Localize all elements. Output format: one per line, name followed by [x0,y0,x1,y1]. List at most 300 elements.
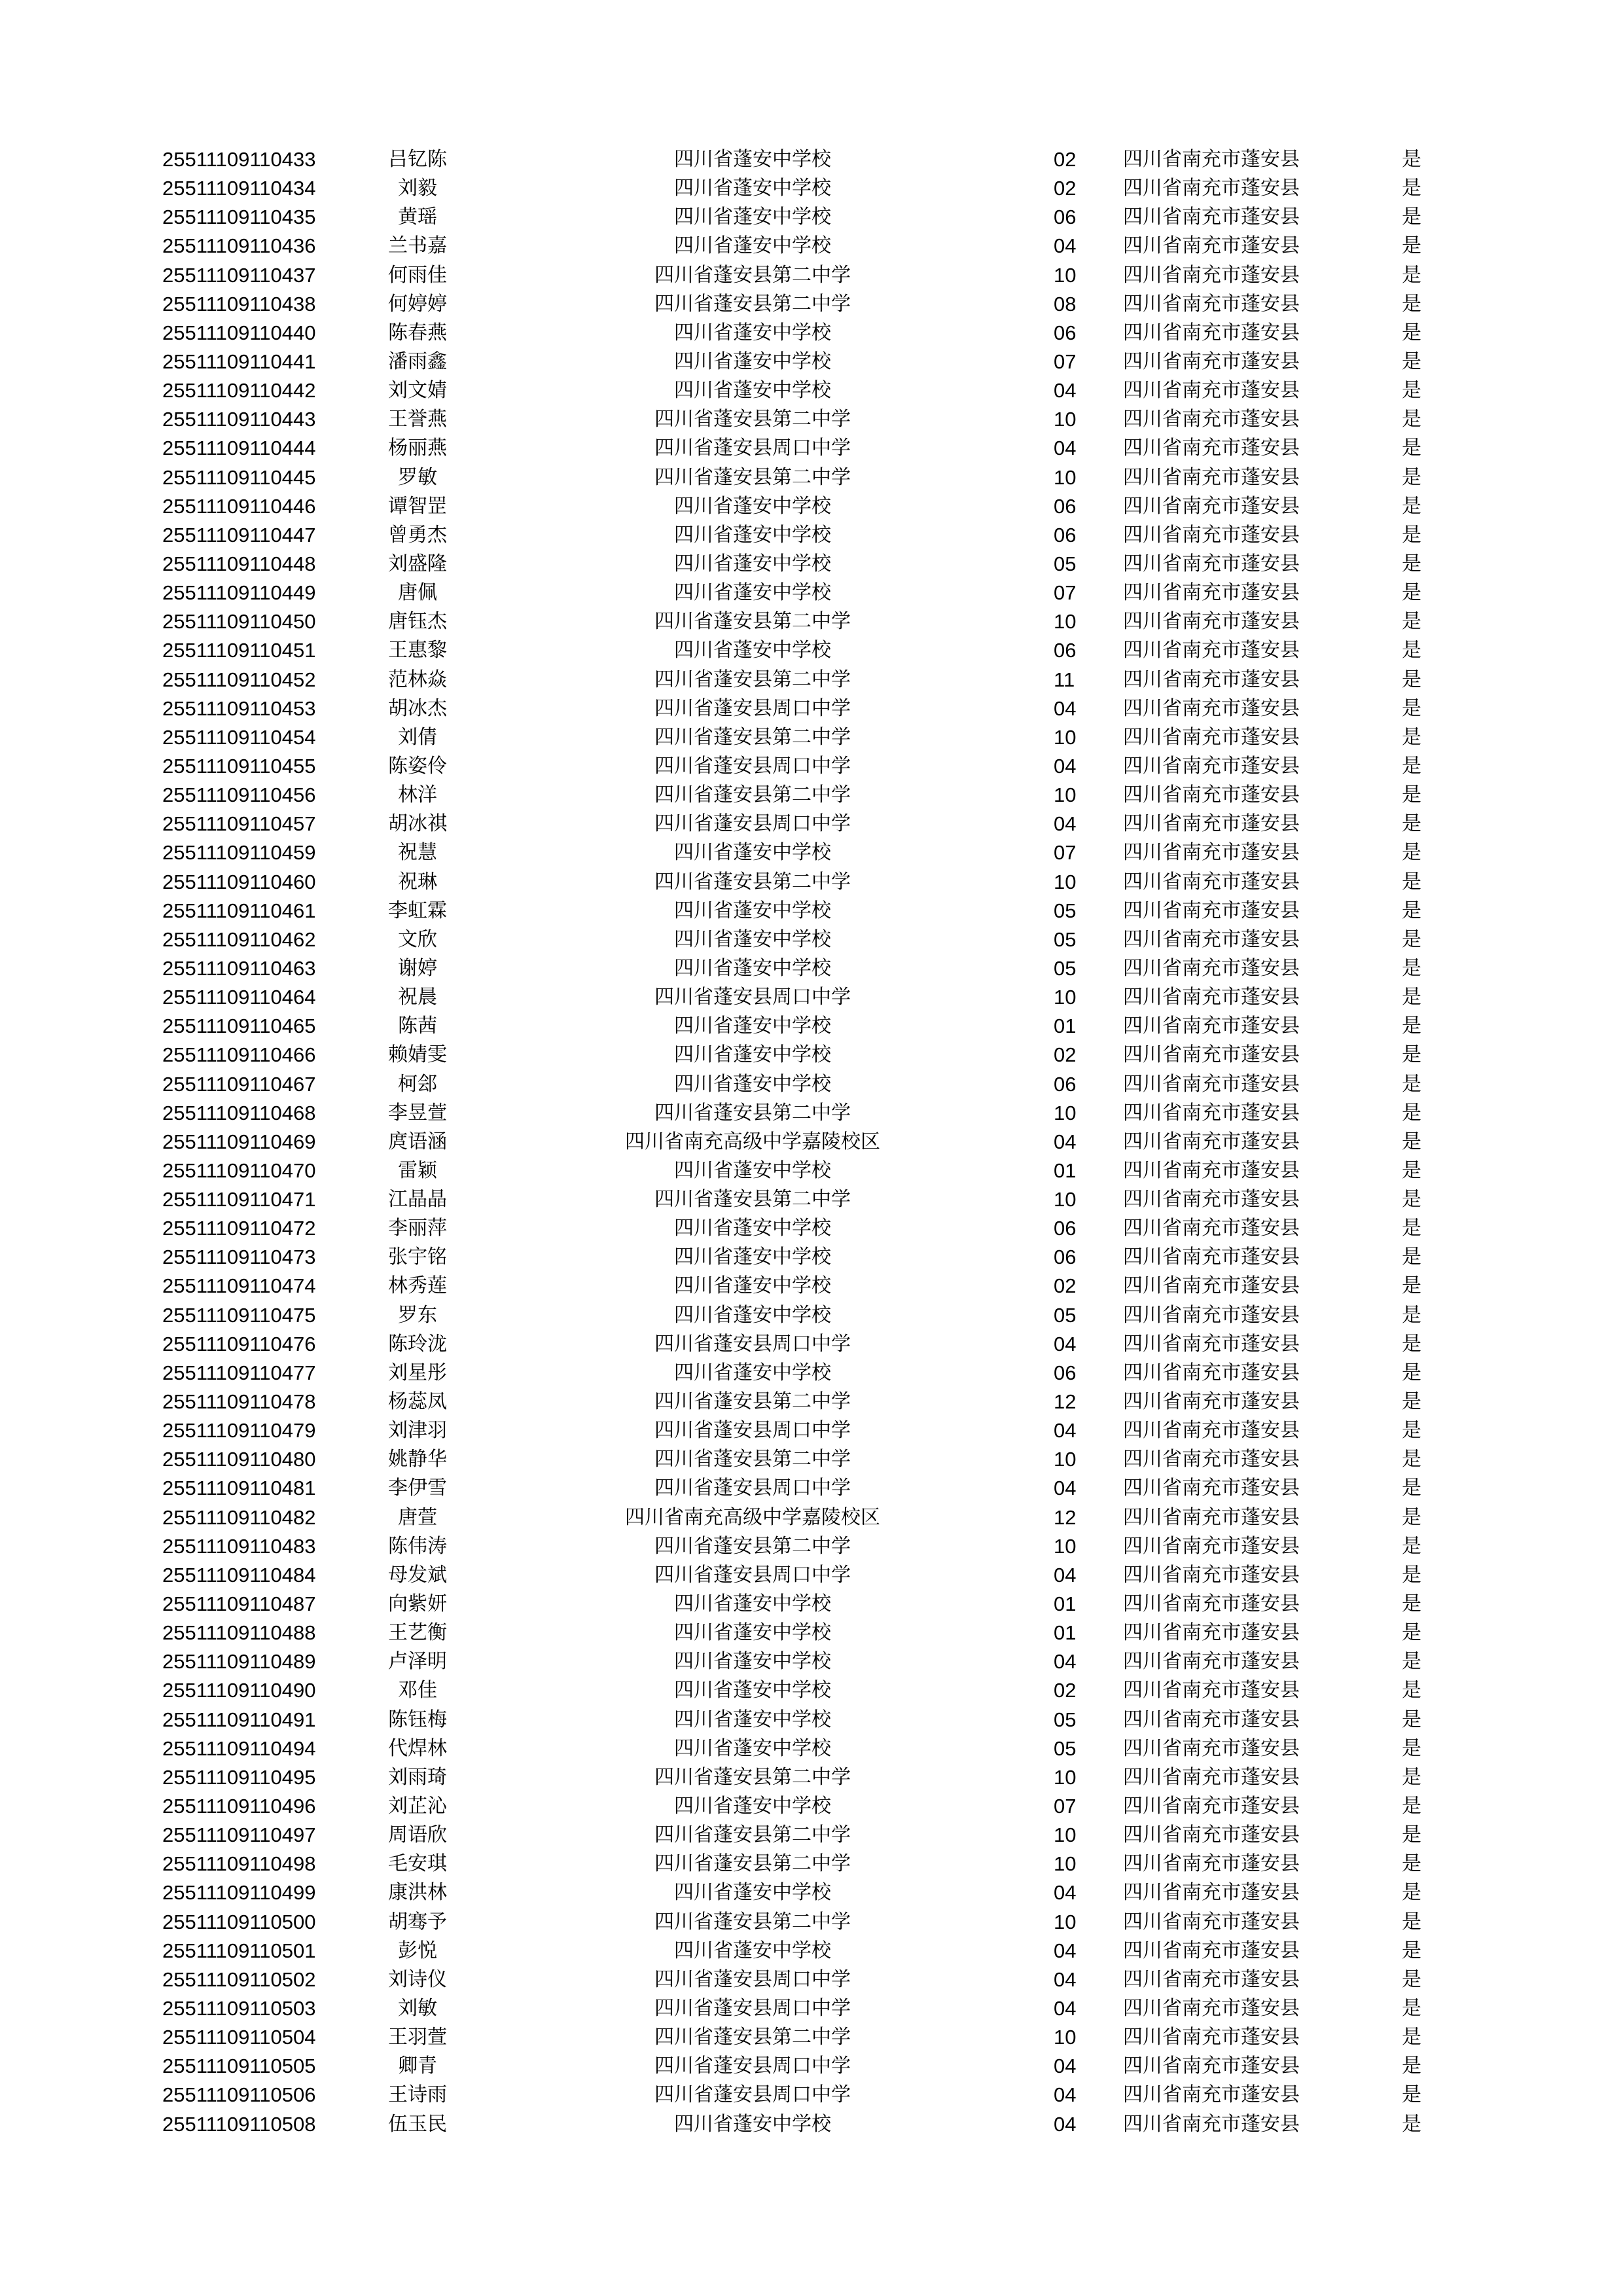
candidate-id: 25511109110471 [162,1188,316,1211]
student-name: 林秀莲 [388,1274,447,1298]
candidate-id: 25511109110481 [162,1477,316,1500]
household-region: 四川省南充市蓬安县 [1123,581,1300,605]
household-region: 四川省南充市蓬安县 [1123,610,1300,634]
candidate-id: 25511109110479 [162,1419,316,1443]
candidate-id: 25511109110488 [162,1621,316,1645]
eligibility-flag: 是 [1402,2112,1421,2136]
household-region: 四川省南充市蓬安县 [1123,1072,1300,1096]
school-name: 四川省蓬安中学校 [674,1621,831,1645]
eligibility-flag: 是 [1402,610,1421,634]
household-region: 四川省南充市蓬安县 [1123,1795,1300,1818]
eligibility-flag: 是 [1402,1014,1421,1038]
eligibility-flag: 是 [1402,2054,1421,2078]
household-region: 四川省南充市蓬安县 [1123,899,1300,922]
eligibility-flag: 是 [1402,927,1421,951]
school-name: 四川省蓬安中学校 [674,234,831,258]
school-name: 四川省蓬安县第二中学 [654,1852,851,1876]
student-name: 兰书嘉 [388,234,447,258]
school-name: 四川省蓬安县第二中学 [654,1448,851,1471]
student-name: 杨丽燕 [388,437,447,460]
category-code: 02 [1054,177,1077,200]
student-name: 刘诗仪 [388,1967,447,1991]
household-region: 四川省南充市蓬安县 [1123,1477,1300,1500]
school-name: 四川省蓬安中学校 [674,1303,831,1327]
table-row [0,897,1623,925]
table-row [0,1099,1623,1128]
household-region: 四川省南充市蓬安县 [1123,1534,1300,1558]
category-code: 06 [1054,1246,1077,1269]
household-region: 四川省南充市蓬安县 [1123,1852,1300,1876]
eligibility-flag: 是 [1402,523,1421,547]
school-name: 四川省蓬安县周口中学 [654,696,851,720]
category-code: 04 [1054,696,1077,720]
table-row [0,1185,1623,1214]
household-region: 四川省南充市蓬安县 [1123,1563,1300,1587]
candidate-id: 25511109110483 [162,1534,316,1558]
candidate-id: 25511109110478 [162,1390,316,1414]
category-code: 06 [1054,639,1077,662]
category-code: 05 [1054,552,1077,575]
category-code: 05 [1054,1708,1077,1731]
school-name: 四川省蓬安中学校 [674,1881,831,1905]
table-row [0,1301,1623,1330]
eligibility-flag: 是 [1402,1072,1421,1096]
table-row [0,2023,1623,2052]
household-region: 四川省南充市蓬安县 [1123,927,1300,951]
table-row [0,348,1623,376]
eligibility-flag: 是 [1402,1650,1421,1674]
category-code: 04 [1054,1967,1077,1991]
table-row [0,550,1623,579]
table-row [0,1330,1623,1359]
category-code: 10 [1054,1534,1077,1558]
category-code: 04 [1054,1939,1077,1962]
household-region: 四川省南充市蓬安县 [1123,2112,1300,2136]
category-code: 06 [1054,1217,1077,1240]
student-name: 罗东 [398,1303,437,1327]
candidate-id: 25511109110498 [162,1852,316,1876]
household-region: 四川省南充市蓬安县 [1123,986,1300,1009]
eligibility-flag: 是 [1402,2083,1421,2107]
category-code: 07 [1054,581,1077,605]
household-region: 四川省南充市蓬安县 [1123,1650,1300,1674]
eligibility-flag: 是 [1402,148,1421,171]
category-code: 05 [1054,927,1077,951]
category-code: 06 [1054,206,1077,229]
household-region: 四川省南充市蓬安县 [1123,234,1300,258]
student-name: 谭智罡 [388,494,447,518]
household-region: 四川省南充市蓬安县 [1123,552,1300,575]
candidate-id: 25511109110451 [162,639,316,662]
student-name: 母发斌 [388,1563,447,1587]
category-code: 10 [1054,725,1077,749]
household-region: 四川省南充市蓬安县 [1123,408,1300,431]
eligibility-flag: 是 [1402,1274,1421,1298]
eligibility-flag: 是 [1402,754,1421,778]
school-name: 四川省蓬安中学校 [674,581,831,605]
category-code: 10 [1054,610,1077,634]
candidate-id: 25511109110474 [162,1274,316,1298]
household-region: 四川省南充市蓬安县 [1123,523,1300,547]
household-region: 四川省南充市蓬安县 [1123,379,1300,403]
school-name: 四川省蓬安县周口中学 [654,1419,851,1443]
candidate-id: 25511109110440 [162,321,316,344]
table-row [0,1994,1623,2023]
school-name: 四川省蓬安中学校 [674,1217,831,1240]
eligibility-flag: 是 [1402,552,1421,575]
category-code: 04 [1054,1563,1077,1587]
eligibility-flag: 是 [1402,465,1421,489]
household-region: 四川省南充市蓬安县 [1123,465,1300,489]
eligibility-flag: 是 [1402,1765,1421,1789]
eligibility-flag: 是 [1402,350,1421,373]
student-name: 林洋 [398,783,437,807]
category-code: 04 [1054,1477,1077,1500]
school-name: 四川省蓬安中学校 [674,1072,831,1096]
eligibility-flag: 是 [1402,177,1421,200]
category-code: 04 [1054,1997,1077,2020]
candidate-id: 25511109110446 [162,494,316,518]
school-name: 四川省蓬安中学校 [674,639,831,662]
candidate-id: 25511109110464 [162,986,316,1009]
category-code: 07 [1054,350,1077,373]
category-code: 06 [1054,494,1077,518]
table-row [0,1272,1623,1300]
household-region: 四川省南充市蓬安县 [1123,812,1300,836]
category-code: 10 [1054,1448,1077,1471]
household-region: 四川省南充市蓬安县 [1123,1592,1300,1616]
candidate-id: 25511109110449 [162,581,316,605]
candidate-id: 25511109110453 [162,696,316,720]
table-row [0,925,1623,954]
eligibility-flag: 是 [1402,812,1421,836]
household-region: 四川省南充市蓬安县 [1123,1101,1300,1124]
category-code: 01 [1054,1592,1077,1616]
student-name: 李昱萱 [388,1101,447,1124]
household-region: 四川省南充市蓬安县 [1123,1217,1300,1240]
table-row [0,1128,1623,1157]
category-code: 04 [1054,2083,1077,2107]
household-region: 四川省南充市蓬安县 [1123,639,1300,662]
student-name: 李伊雪 [388,1477,447,1500]
household-region: 四川省南充市蓬安县 [1123,1910,1300,1933]
student-name: 张宇铭 [388,1246,447,1269]
student-name: 柯郐 [398,1072,437,1096]
candidate-id: 25511109110487 [162,1592,316,1616]
student-name: 潘雨鑫 [388,350,447,373]
student-name: 祝琳 [398,870,437,893]
category-code: 10 [1054,870,1077,893]
candidate-id: 25511109110437 [162,263,316,287]
eligibility-flag: 是 [1402,1967,1421,1991]
candidate-id: 25511109110506 [162,2083,316,2107]
household-region: 四川省南充市蓬安县 [1123,1997,1300,2020]
student-name: 陈春燕 [388,321,447,344]
table-row [0,203,1623,232]
eligibility-flag: 是 [1402,408,1421,431]
category-code: 05 [1054,1303,1077,1327]
student-name: 刘雨琦 [388,1765,447,1789]
eligibility-flag: 是 [1402,1621,1421,1645]
category-code: 10 [1054,465,1077,489]
eligibility-flag: 是 [1402,1448,1421,1471]
eligibility-flag: 是 [1402,1043,1421,1067]
category-code: 10 [1054,1910,1077,1933]
household-region: 四川省南充市蓬安县 [1123,1188,1300,1211]
household-region: 四川省南充市蓬安县 [1123,1014,1300,1038]
candidate-id: 25511109110443 [162,408,316,431]
school-name: 四川省蓬安中学校 [674,2112,831,2136]
household-region: 四川省南充市蓬安县 [1123,1967,1300,1991]
candidate-id: 25511109110494 [162,1736,316,1760]
eligibility-flag: 是 [1402,1939,1421,1962]
school-name: 四川省蓬安中学校 [674,927,831,951]
household-region: 四川省南充市蓬安县 [1123,206,1300,229]
table-row [0,1676,1623,1705]
table-row [0,1041,1623,1069]
candidate-id: 25511109110472 [162,1217,316,1240]
candidate-id: 25511109110469 [162,1130,316,1153]
category-code: 10 [1054,263,1077,287]
eligibility-flag: 是 [1402,1188,1421,1211]
student-name: 卿青 [398,2054,437,2078]
eligibility-flag: 是 [1402,2026,1421,2049]
household-region: 四川省南充市蓬安县 [1123,1043,1300,1067]
candidate-id: 25511109110477 [162,1361,316,1384]
candidate-id: 25511109110454 [162,725,316,749]
category-code: 02 [1054,1043,1077,1067]
household-region: 四川省南充市蓬安县 [1123,177,1300,200]
eligibility-flag: 是 [1402,1419,1421,1443]
student-name: 陈伟涛 [388,1534,447,1558]
candidate-id: 25511109110491 [162,1708,316,1731]
category-code: 04 [1054,754,1077,778]
candidate-id: 25511109110444 [162,437,316,460]
candidate-id: 25511109110447 [162,523,316,547]
candidate-id: 25511109110475 [162,1303,316,1327]
candidate-id: 25511109110467 [162,1072,316,1096]
category-code: 04 [1054,2054,1077,2078]
category-code: 10 [1054,1823,1077,1847]
student-name: 陈钰梅 [388,1708,447,1731]
candidate-id: 25511109110496 [162,1795,316,1818]
candidate-id: 25511109110503 [162,1997,316,2020]
student-name: 何婷婷 [388,292,447,315]
school-name: 四川省蓬安县周口中学 [654,2054,851,2078]
student-name: 陈姿伶 [388,754,447,778]
student-name: 代焊林 [388,1736,447,1760]
school-name: 四川省蓬安县第二中学 [654,1188,851,1211]
category-code: 05 [1054,1736,1077,1760]
candidate-id: 25511109110499 [162,1881,316,1905]
student-name: 刘星彤 [388,1361,447,1384]
candidate-id: 25511109110497 [162,1823,316,1847]
eligibility-flag: 是 [1402,1246,1421,1269]
table-row [0,1792,1623,1821]
household-region: 四川省南充市蓬安县 [1123,1505,1300,1529]
eligibility-flag: 是 [1402,1505,1421,1529]
table-row [0,2081,1623,2109]
school-name: 四川省蓬安县第二中学 [654,408,851,431]
candidate-id: 25511109110445 [162,465,316,489]
student-name: 庹语涵 [388,1130,447,1153]
candidate-id: 25511109110460 [162,870,316,893]
table-row [0,983,1623,1012]
category-code: 04 [1054,1130,1077,1153]
eligibility-flag: 是 [1402,870,1421,893]
table-row [0,1590,1623,1619]
table-row [0,463,1623,492]
eligibility-flag: 是 [1402,437,1421,460]
school-name: 四川省蓬安县周口中学 [654,754,851,778]
household-region: 四川省南充市蓬安县 [1123,725,1300,749]
eligibility-flag: 是 [1402,292,1421,315]
category-code: 08 [1054,292,1077,315]
student-name: 何雨佳 [388,263,447,287]
school-name: 四川省蓬安中学校 [674,148,831,171]
household-region: 四川省南充市蓬安县 [1123,350,1300,373]
household-region: 四川省南充市蓬安县 [1123,1621,1300,1645]
eligibility-flag: 是 [1402,668,1421,691]
category-code: 05 [1054,956,1077,980]
school-name: 四川省蓬安中学校 [674,1592,831,1616]
household-region: 四川省南充市蓬安县 [1123,668,1300,691]
student-name: 王誉燕 [388,408,447,431]
household-region: 四川省南充市蓬安县 [1123,754,1300,778]
candidate-id: 25511109110450 [162,610,316,634]
candidate-id: 25511109110500 [162,1910,316,1933]
category-code: 06 [1054,321,1077,344]
school-name: 四川省蓬安中学校 [674,206,831,229]
student-name: 祝慧 [398,841,437,865]
table-row [0,1821,1623,1850]
candidate-id: 25511109110504 [162,2026,316,2049]
school-name: 四川省蓬安中学校 [674,350,831,373]
table-row [0,492,1623,521]
table-row [0,521,1623,550]
student-name: 胡骞予 [388,1910,447,1933]
school-name: 四川省蓬安中学校 [674,1795,831,1818]
category-code: 02 [1054,148,1077,171]
eligibility-flag: 是 [1402,1563,1421,1587]
student-name: 杨蕊凤 [388,1390,447,1414]
household-region: 四川省南充市蓬安县 [1123,292,1300,315]
table-row [0,636,1623,665]
eligibility-flag: 是 [1402,1101,1421,1124]
student-name: 卢泽明 [388,1650,447,1674]
candidate-id: 25511109110457 [162,812,316,836]
table-row [0,579,1623,607]
eligibility-flag: 是 [1402,321,1421,344]
student-name: 胡冰祺 [388,812,447,836]
household-region: 四川省南充市蓬安县 [1123,1708,1300,1731]
eligibility-flag: 是 [1402,1217,1421,1240]
candidate-id: 25511109110462 [162,927,316,951]
table-row [0,868,1623,897]
eligibility-flag: 是 [1402,1303,1421,1327]
student-name: 李虹霖 [388,899,447,922]
candidate-id: 25511109110463 [162,956,316,980]
household-region: 四川省南充市蓬安县 [1123,1679,1300,1702]
student-name: 周语欣 [388,1823,447,1847]
table-row [0,838,1623,867]
eligibility-flag: 是 [1402,1158,1421,1182]
candidate-id: 25511109110508 [162,2112,316,2136]
table-row [0,145,1623,174]
school-name: 四川省蓬安县周口中学 [654,1967,851,1991]
student-name: 邓佳 [398,1679,437,1702]
candidate-id: 25511109110489 [162,1650,316,1674]
eligibility-flag: 是 [1402,1332,1421,1355]
household-region: 四川省南充市蓬安县 [1123,1939,1300,1962]
table-row [0,376,1623,405]
category-code: 02 [1054,1679,1077,1702]
household-region: 四川省南充市蓬安县 [1123,494,1300,518]
table-row [0,1734,1623,1763]
eligibility-flag: 是 [1402,206,1421,229]
school-name: 四川省蓬安中学校 [674,956,831,980]
eligibility-flag: 是 [1402,1881,1421,1905]
household-region: 四川省南充市蓬安县 [1123,1881,1300,1905]
school-name: 四川省蓬安中学校 [674,1650,831,1674]
school-name: 四川省蓬安中学校 [674,379,831,403]
candidate-id: 25511109110505 [162,2054,316,2078]
candidate-id: 25511109110490 [162,1679,316,1702]
household-region: 四川省南充市蓬安县 [1123,437,1300,460]
student-name: 雷颖 [398,1158,437,1182]
school-name: 四川省蓬安县周口中学 [654,812,851,836]
student-name: 王艺衡 [388,1621,447,1645]
candidate-id: 25511109110441 [162,350,316,373]
eligibility-flag: 是 [1402,1823,1421,1847]
student-name: 刘敏 [398,1997,437,2020]
student-name: 唐萱 [398,1505,437,1529]
eligibility-flag: 是 [1402,1390,1421,1414]
school-name: 四川省蓬安县第二中学 [654,1101,851,1124]
candidate-id: 25511109110466 [162,1043,316,1067]
table-row [0,1388,1623,1416]
student-name: 罗敏 [398,465,437,489]
candidate-id: 25511109110448 [162,552,316,575]
table-row [0,1763,1623,1792]
candidate-id: 25511109110452 [162,668,316,691]
table-row [0,810,1623,838]
table-row [0,1243,1623,1272]
category-code: 01 [1054,1014,1077,1038]
student-name: 刘盛隆 [388,552,447,575]
student-name: 祝晨 [398,986,437,1009]
household-region: 四川省南充市蓬安县 [1123,1736,1300,1760]
school-name: 四川省蓬安中学校 [674,523,831,547]
eligibility-flag: 是 [1402,1910,1421,1933]
student-name: 刘津羽 [388,1419,447,1443]
category-code: 04 [1054,2112,1077,2136]
household-region: 四川省南充市蓬安县 [1123,1158,1300,1182]
candidate-id: 25511109110438 [162,292,316,315]
category-code: 04 [1054,1650,1077,1674]
eligibility-flag: 是 [1402,494,1421,518]
candidate-id: 25511109110465 [162,1014,316,1038]
candidate-id: 25511109110476 [162,1332,316,1355]
school-name: 四川省蓬安县第二中学 [654,2026,851,2049]
household-region: 四川省南充市蓬安县 [1123,1823,1300,1847]
household-region: 四川省南充市蓬安县 [1123,956,1300,980]
student-name: 黄瑶 [398,206,437,229]
eligibility-flag: 是 [1402,956,1421,980]
school-name: 四川省蓬安县第二中学 [654,1823,851,1847]
eligibility-flag: 是 [1402,1708,1421,1731]
household-region: 四川省南充市蓬安县 [1123,1448,1300,1471]
